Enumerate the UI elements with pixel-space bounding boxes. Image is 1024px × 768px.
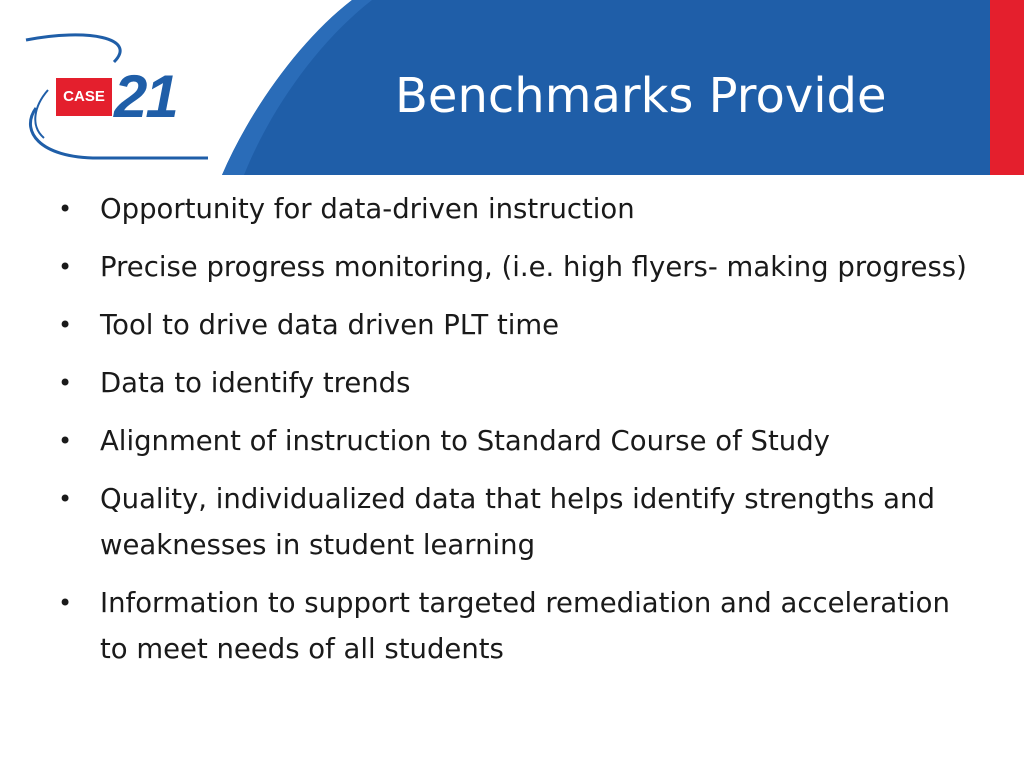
- bullet-item: [58, 580, 978, 672]
- bullet-text: Tool to drive data driven PLT time: [100, 309, 560, 341]
- slide-title: Benchmarks Provide: [395, 68, 887, 124]
- bullet-dot-icon: •: [58, 427, 73, 455]
- bullet-text: Precise progress monitoring, (i.e. high flyers- making progress): [100, 251, 967, 283]
- bullet-item: [58, 360, 978, 406]
- bullet-dot-icon: •: [58, 369, 73, 397]
- bullet-text: Information to support targeted remediation and acceleration to meet needs of all students: [100, 587, 950, 665]
- bullet-dot-icon: •: [58, 253, 73, 281]
- bullet-item: [58, 418, 978, 464]
- logo-21-text: 21: [114, 63, 177, 130]
- bullet-text: Alignment of instruction to Standard Course of Study: [100, 425, 830, 457]
- bullet-list: [58, 186, 978, 684]
- bullet-dot-icon: •: [58, 589, 73, 617]
- bullet-item: [58, 244, 978, 290]
- bullet-item: [58, 186, 978, 232]
- bullet-text: Data to identify trends: [100, 367, 411, 399]
- bullet-dot-icon: •: [58, 485, 73, 513]
- case21-logo: [18, 30, 218, 162]
- bullet-dot-icon: •: [58, 195, 73, 223]
- bullet-item: [58, 476, 978, 568]
- bullet-item: [58, 302, 978, 348]
- header-red-strip: [990, 0, 1024, 175]
- bullet-text: Quality, individualized data that helps identify strengths and weaknesses in student learning: [100, 483, 935, 561]
- bullet-dot-icon: •: [58, 311, 73, 339]
- logo-case-box: CASE: [56, 78, 112, 116]
- bullet-text: Opportunity for data-driven instruction: [100, 193, 635, 225]
